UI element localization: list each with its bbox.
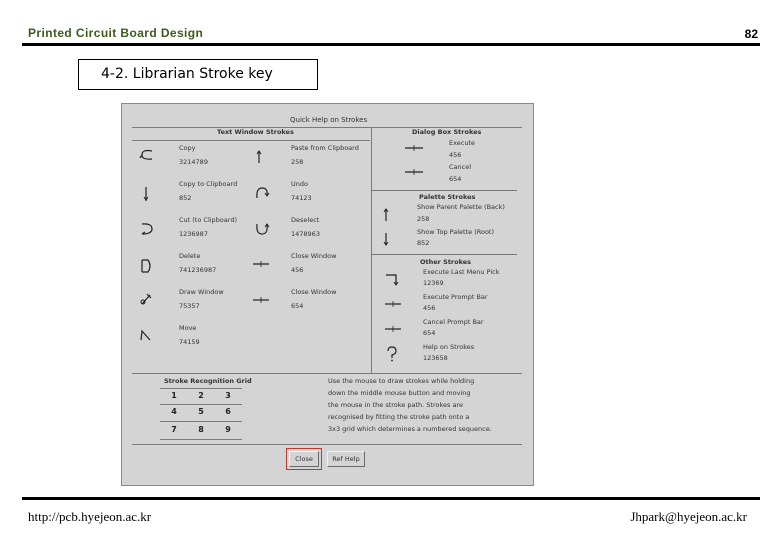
help-on-strokes-label: Help on Strokes (423, 343, 475, 351)
execute-prompt-bar-label: Execute Prompt Bar (423, 293, 488, 301)
instruction-line-1: Use the mouse to draw strokes while holding (328, 377, 475, 385)
grid-line-bottom (160, 439, 242, 440)
dialog-box-divider (372, 190, 517, 191)
dialog-box-heading: Dialog Box Strokes (412, 128, 482, 136)
grid-cell-7: 7 (171, 425, 177, 434)
close-window-2-label: Close Window (291, 288, 337, 296)
paste-stroke-icon (254, 150, 264, 164)
draw-window-stroke-icon (139, 292, 153, 306)
execute-prompt-bar-stroke-icon (384, 300, 402, 308)
grid-line-top (160, 388, 242, 389)
show-top-palette-code: 852 (417, 239, 430, 247)
show-top-palette-stroke-icon (381, 232, 391, 246)
deselect-label: Deselect (291, 216, 320, 224)
slide-title: 4-2. Librarian Stroke key (78, 59, 318, 90)
copy-stroke-icon (138, 148, 156, 162)
copy-label: Copy (179, 144, 196, 152)
grid-cell-5: 5 (198, 407, 204, 416)
execute-last-menu-pick-label: Execute Last Menu Pick (423, 268, 500, 276)
close-window-code: 456 (291, 266, 304, 274)
footer-divider (22, 497, 760, 500)
move-label: Move (179, 324, 197, 332)
instruction-line-3: the mouse in the stroke path. Strokes are (328, 401, 463, 409)
close-window-reverse-stroke-icon (252, 296, 270, 304)
cancel-prompt-bar-label: Cancel Prompt Bar (423, 318, 484, 326)
show-parent-palette-label: Show Parent Palette (Back) (417, 203, 505, 211)
move-code: 74159 (179, 338, 200, 346)
close-window-2-code: 654 (291, 302, 304, 310)
other-heading: Other Strokes (420, 258, 472, 266)
grid-cell-4: 4 (171, 407, 177, 416)
paste-code: 258 (291, 158, 304, 166)
copy-clipboard-stroke-icon (141, 186, 151, 202)
copy-clipboard-label: Copy to Clipboard (179, 180, 238, 188)
instruction-line-2: down the middle mouse button and moving (328, 389, 471, 397)
grid-cell-8: 8 (198, 425, 204, 434)
page-number: 82 (744, 27, 758, 41)
grid-line-1 (160, 404, 242, 405)
deselect-code: 1478963 (291, 230, 320, 238)
bottom-section-divider (132, 373, 522, 374)
grid-cell-9: 9 (225, 425, 231, 434)
delete-code: 741236987 (179, 266, 217, 274)
copy-code: 3214789 (179, 158, 208, 166)
undo-code: 74123 (291, 194, 312, 202)
text-window-divider (132, 140, 370, 141)
quick-help-dialog (121, 103, 534, 486)
show-parent-palette-stroke-icon (381, 208, 391, 222)
execute-label: Execute (449, 139, 475, 147)
palette-heading: Palette Strokes (419, 193, 476, 201)
help-on-strokes-stroke-icon (385, 346, 399, 362)
course-title: Printed Circuit Board Design (28, 26, 204, 40)
show-parent-palette-code: 258 (417, 215, 430, 223)
close-button[interactable]: Close (289, 451, 319, 467)
cut-label: Cut (to Clipboard) (179, 216, 237, 224)
header-divider (22, 43, 760, 46)
execute-last-menu-pick-code: 12369 (423, 279, 444, 287)
cancel-prompt-bar-code: 654 (423, 329, 436, 337)
ref-help-button[interactable]: Ref Help (327, 451, 365, 467)
palette-divider (372, 254, 517, 255)
undo-stroke-icon (254, 186, 270, 200)
footer-url: http://pcb.hyejeon.ac.kr (28, 509, 152, 524)
grid-cell-1: 1 (171, 391, 177, 400)
cancel-prompt-bar-stroke-icon (384, 325, 402, 333)
cancel-code: 654 (449, 175, 462, 183)
execute-prompt-bar-code: 456 (423, 304, 436, 312)
execute-code: 456 (449, 151, 462, 159)
cut-code: 1236987 (179, 230, 208, 238)
button-area-divider (132, 444, 522, 445)
grid-heading: Stroke Recognition Grid (164, 377, 252, 385)
text-window-heading: Text Window Strokes (217, 128, 294, 136)
deselect-stroke-icon (254, 222, 270, 236)
footer-email: Jhpark@hyejeon.ac.kr (630, 509, 747, 524)
dialog-title: Quick Help on Strokes (290, 116, 368, 124)
paste-label: Paste from Clipboard (291, 144, 359, 152)
cancel-stroke-icon (404, 168, 424, 176)
grid-cell-2: 2 (198, 391, 204, 400)
cut-stroke-icon (138, 222, 156, 236)
cancel-label: Cancel (449, 163, 472, 171)
delete-stroke-icon (139, 258, 155, 274)
grid-line-2 (160, 421, 242, 422)
instruction-line-5: 3x3 grid which determines a numbered sequence. (328, 425, 492, 433)
show-top-palette-label: Show Top Palette (Root) (417, 228, 495, 236)
grid-cell-3: 3 (225, 391, 231, 400)
instruction-line-4: recognised by fitting the stroke path onto a (328, 413, 470, 421)
delete-label: Delete (179, 252, 201, 260)
draw-window-code: 75357 (179, 302, 200, 310)
draw-window-label: Draw Window (179, 288, 224, 296)
help-on-strokes-code: 123658 (423, 354, 448, 362)
grid-cell-6: 6 (225, 407, 231, 416)
execute-last-menu-pick-stroke-icon (384, 272, 400, 288)
column-divider (371, 127, 372, 373)
close-window-stroke-icon (252, 260, 270, 268)
undo-label: Undo (291, 180, 308, 188)
close-window-label: Close Window (291, 252, 337, 260)
execute-stroke-icon (404, 144, 424, 152)
copy-clipboard-code: 852 (179, 194, 192, 202)
move-stroke-icon (139, 328, 153, 342)
